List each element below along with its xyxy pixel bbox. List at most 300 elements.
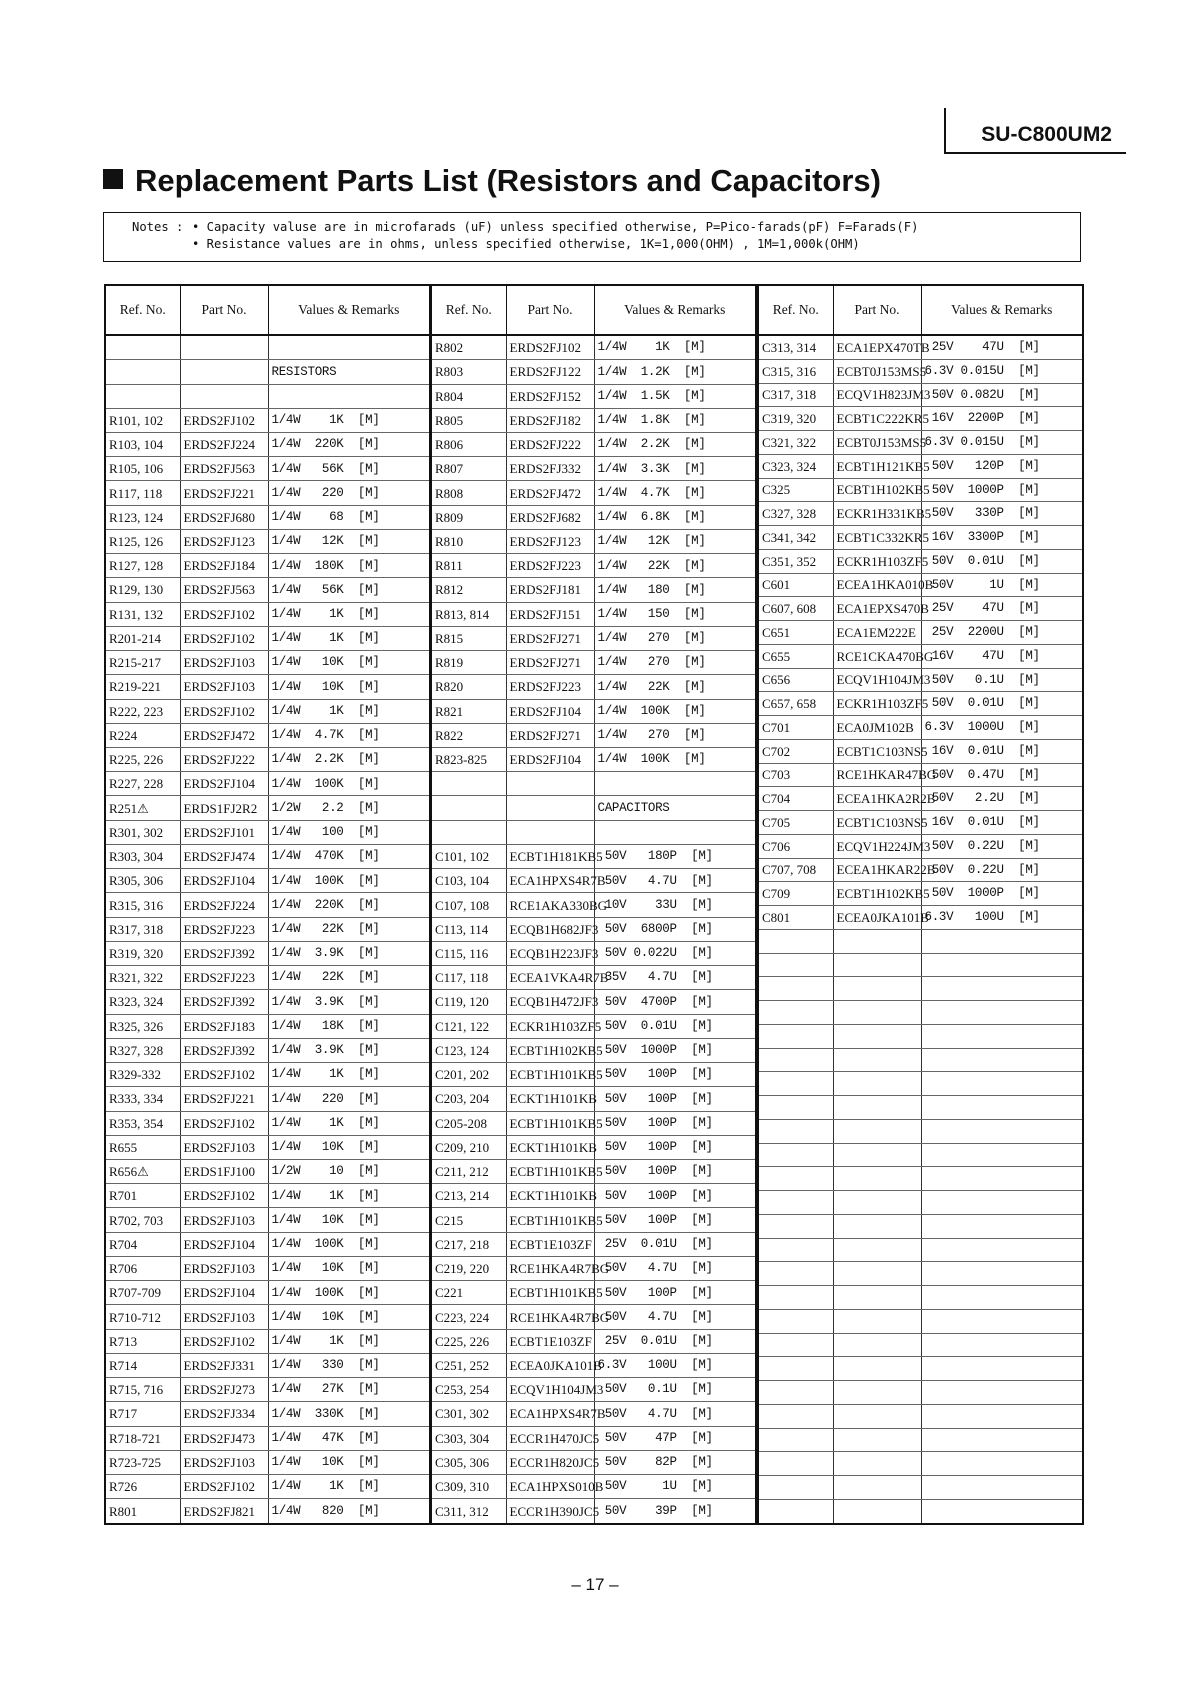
ref-no-cell: R821 <box>431 699 506 723</box>
values-remarks-cell: 50V 120P [M] <box>921 454 1083 478</box>
header-part-no: Part No. <box>180 285 268 335</box>
table-row <box>431 966 756 990</box>
page-title-text: Replacement Parts List (Resistors and Capacitors) <box>135 163 881 198</box>
table-row <box>758 431 1083 455</box>
part-no-cell: ERDS2FJ103 <box>180 1305 268 1329</box>
values-remarks-cell: 1/4W 100K [M] <box>594 748 756 772</box>
table-row <box>431 1184 756 1208</box>
values-remarks-cell: 1/4W 47K [M] <box>268 1426 430 1450</box>
table-row <box>758 644 1083 668</box>
part-no-cell: ERDS2FJ104 <box>180 1281 268 1305</box>
values-remarks-cell: 25V 47U [M] <box>921 597 1083 621</box>
values-remarks-cell: 50V 0.47U [M] <box>921 763 1083 787</box>
ref-no-cell: R131, 132 <box>105 602 180 626</box>
table-row <box>105 554 430 578</box>
table-row <box>105 796 430 820</box>
ref-no-cell: R714 <box>105 1353 180 1377</box>
part-no-cell: ERDS2FJ224 <box>180 432 268 456</box>
ref-no-cell: R726 <box>105 1475 180 1499</box>
ref-no-cell: C327, 328 <box>758 502 833 526</box>
ref-no-cell <box>758 1143 833 1167</box>
values-remarks-cell: 50V 100P [M] <box>594 1160 756 1184</box>
ref-no-cell: R806 <box>431 432 506 456</box>
values-remarks-cell: 50V 6800P [M] <box>594 917 756 941</box>
table-row <box>431 457 756 481</box>
part-no-cell: ERDS2FJ103 <box>180 1208 268 1232</box>
values-remarks-cell: 1/4W 1K [M] <box>268 602 430 626</box>
ref-no-cell: C656 <box>758 668 833 692</box>
values-remarks-cell: 1/4W 330 [M] <box>268 1353 430 1377</box>
ref-no-cell: R809 <box>431 505 506 529</box>
table-row <box>758 977 1083 1001</box>
part-no-cell <box>833 1262 921 1286</box>
values-remarks-cell: 1/4W 270 [M] <box>594 723 756 747</box>
table-row <box>431 360 756 384</box>
table-row <box>105 723 430 747</box>
values-remarks-cell: CAPACITORS <box>594 796 756 820</box>
values-remarks-cell: 50V 2.2U [M] <box>921 787 1083 811</box>
table-row <box>431 844 756 868</box>
values-remarks-cell <box>921 1191 1083 1215</box>
part-no-cell: ERDS2FJ392 <box>180 990 268 1014</box>
values-remarks-cell: 6.3V 1000U [M] <box>921 716 1083 740</box>
table-row <box>105 1402 430 1426</box>
part-no-cell: ECA1HPXS4R7B <box>506 869 594 893</box>
part-no-cell: ERDS2FJ271 <box>506 651 594 675</box>
part-no-cell <box>833 1333 921 1357</box>
values-remarks-cell <box>921 1404 1083 1428</box>
values-remarks-cell <box>921 1167 1083 1191</box>
ref-no-cell: C101, 102 <box>431 844 506 868</box>
values-remarks-cell: 1/4W 1K [M] <box>268 699 430 723</box>
part-no-cell: ECBT1H101KB5 <box>506 1208 594 1232</box>
ref-no-cell: C341, 342 <box>758 526 833 550</box>
values-remarks-cell: 1/4W 220 [M] <box>268 481 430 505</box>
part-no-cell: ECBT1H181KB5 <box>506 844 594 868</box>
ref-no-cell: R701 <box>105 1184 180 1208</box>
table-row <box>105 990 430 1014</box>
values-remarks-cell <box>921 1096 1083 1120</box>
table-row <box>105 966 430 990</box>
ref-no-cell: C657, 658 <box>758 692 833 716</box>
values-remarks-cell: 1/4W 100K [M] <box>594 699 756 723</box>
values-remarks-cell: 50V 4.7U [M] <box>594 1305 756 1329</box>
values-remarks-cell <box>921 1286 1083 1310</box>
values-remarks-cell <box>921 1262 1083 1286</box>
values-remarks-cell: 50V 0.022U [M] <box>594 941 756 965</box>
ref-no-cell: R353, 354 <box>105 1111 180 1135</box>
part-no-cell <box>833 929 921 953</box>
ref-no-cell: C121, 122 <box>431 1014 506 1038</box>
ref-no-cell: C213, 214 <box>431 1184 506 1208</box>
ref-no-cell: R704 <box>105 1232 180 1256</box>
ref-no-cell: R813, 814 <box>431 602 506 626</box>
part-no-cell <box>833 1286 921 1310</box>
part-no-cell: ECKT1H101KB <box>506 1184 594 1208</box>
ref-no-cell: R315, 316 <box>105 893 180 917</box>
ref-no-cell: R804 <box>431 384 506 408</box>
part-no-cell <box>833 977 921 1001</box>
table-row <box>431 505 756 529</box>
values-remarks-cell <box>594 772 756 796</box>
values-remarks-cell: 1/4W 10K [M] <box>268 1208 430 1232</box>
part-no-cell: ECKR1H331KB5 <box>833 502 921 526</box>
values-remarks-cell: 1/4W 1K [M] <box>268 626 430 650</box>
part-no-cell: ECA1HPXS4R7B <box>506 1402 594 1426</box>
ref-no-cell: R251⚠ <box>105 796 180 820</box>
part-no-cell: ERDS2FJ104 <box>506 699 594 723</box>
part-no-cell <box>833 1499 921 1524</box>
ref-no-cell <box>758 977 833 1001</box>
table-row <box>105 844 430 868</box>
table-row <box>431 651 756 675</box>
table-row <box>758 1309 1083 1333</box>
ref-no-cell: R717 <box>105 1402 180 1426</box>
table-row <box>758 1001 1083 1025</box>
values-remarks-cell <box>921 1238 1083 1262</box>
values-remarks-cell <box>268 384 430 408</box>
table-row <box>758 1286 1083 1310</box>
header-ref-no: Ref. No. <box>105 285 180 335</box>
table-row <box>431 578 756 602</box>
values-remarks-cell: 50V 100P [M] <box>594 1063 756 1087</box>
part-no-cell: ECKR1H103ZF5 <box>506 1014 594 1038</box>
values-remarks-cell: 50V 100P [M] <box>594 1281 756 1305</box>
values-remarks-cell <box>921 1143 1083 1167</box>
values-remarks-cell: 1/2W 10 [M] <box>268 1160 430 1184</box>
part-no-cell: ECBT1E103ZF <box>506 1232 594 1256</box>
table-row <box>758 621 1083 645</box>
part-no-cell: ECBT1H101KB5 <box>506 1281 594 1305</box>
values-remarks-cell: 50V 0.22U [M] <box>921 834 1083 858</box>
values-remarks-cell: 1/4W 10K [M] <box>268 1256 430 1280</box>
part-no-cell <box>833 1119 921 1143</box>
ref-no-cell <box>758 929 833 953</box>
values-remarks-cell: 1/4W 270 [M] <box>594 651 756 675</box>
values-remarks-cell: 1/4W 12K [M] <box>268 529 430 553</box>
part-no-cell: ECKR1H103ZF5 <box>833 692 921 716</box>
table-row <box>758 1428 1083 1452</box>
ref-no-cell: R317, 318 <box>105 917 180 941</box>
notes-line-capacity: • Capacity valuse are in microfarads (uF) unless specified otherwise, P=Pico-farads(pF) F=Farads(F) <box>192 220 919 234</box>
table-row <box>105 1281 430 1305</box>
model-header-box <box>944 108 1126 154</box>
ref-no-cell: C323, 324 <box>758 454 833 478</box>
part-no-cell: RCE1CKA470BG <box>833 644 921 668</box>
values-remarks-cell: 1/4W 100K [M] <box>268 1232 430 1256</box>
table-row <box>105 1450 430 1474</box>
part-no-cell: ERDS1FJ100 <box>180 1160 268 1184</box>
table-row <box>758 668 1083 692</box>
table-row <box>431 554 756 578</box>
values-remarks-cell: 25V 2200U [M] <box>921 621 1083 645</box>
part-no-cell: ERDS2FJ123 <box>180 529 268 553</box>
part-no-cell: ECKT1H101KB <box>506 1135 594 1159</box>
part-no-cell: ERDS2FJ102 <box>180 1111 268 1135</box>
table-row <box>431 529 756 553</box>
ref-no-cell: R305, 306 <box>105 869 180 893</box>
notes-line-resistance: • Resistance values are in ohms, unless specified otherwise, 1K=1,000(OHM) , 1M=1,000k(OHM) <box>192 237 860 251</box>
values-remarks-cell <box>594 820 756 844</box>
values-remarks-cell: 50V 0.01U [M] <box>921 692 1083 716</box>
table-row <box>105 1014 430 1038</box>
part-no-cell: ECQB1H223JF3 <box>506 941 594 965</box>
table-row <box>431 1208 756 1232</box>
part-no-cell: ECBT0J153MS5 <box>833 431 921 455</box>
table-row <box>431 432 756 456</box>
values-remarks-cell: 16V 0.01U [M] <box>921 739 1083 763</box>
table-row <box>758 787 1083 811</box>
table-row <box>105 1353 430 1377</box>
values-remarks-cell: 35V 4.7U [M] <box>594 966 756 990</box>
part-no-cell: ECBT1H101KB5 <box>506 1111 594 1135</box>
ref-no-cell: R319, 320 <box>105 941 180 965</box>
part-no-cell: ECQV1H224JM3 <box>833 834 921 858</box>
ref-no-cell: R655 <box>105 1135 180 1159</box>
values-remarks-cell: 25V 0.01U [M] <box>594 1232 756 1256</box>
table-row <box>431 820 756 844</box>
ref-no-cell <box>758 1238 833 1262</box>
table-row <box>105 1475 430 1499</box>
values-remarks-cell: 25V 47U [M] <box>921 335 1083 359</box>
ref-no-cell: R702, 703 <box>105 1208 180 1232</box>
table-row <box>758 882 1083 906</box>
page-number: – 17 – <box>571 1575 619 1594</box>
ref-no-cell: R803 <box>431 360 506 384</box>
values-remarks-cell: 50V 1U [M] <box>594 1475 756 1499</box>
part-no-cell: ERDS2FJ472 <box>180 723 268 747</box>
values-remarks-cell: 50V 4.7U [M] <box>594 1402 756 1426</box>
table-row <box>431 772 756 796</box>
part-no-cell: ECKR1H103ZF5 <box>833 549 921 573</box>
table-row <box>431 602 756 626</box>
values-remarks-cell <box>921 1309 1083 1333</box>
ref-no-cell <box>758 1096 833 1120</box>
values-remarks-cell: 1/4W 1.2K [M] <box>594 360 756 384</box>
parts-table-1 <box>104 284 431 1525</box>
part-no-cell: ERDS2FJ102 <box>180 1063 268 1087</box>
table-row <box>431 1014 756 1038</box>
table-row <box>431 748 756 772</box>
table-row <box>758 335 1083 359</box>
part-no-cell: ECBT1H101KB5 <box>506 1063 594 1087</box>
ref-no-cell: R808 <box>431 481 506 505</box>
part-no-cell: ERDS2FJ223 <box>180 966 268 990</box>
ref-no-cell: R105, 106 <box>105 457 180 481</box>
part-no-cell: RCE1HKA4R7BG <box>506 1256 594 1280</box>
ref-no-cell: R805 <box>431 408 506 432</box>
values-remarks-cell: 50V 1U [M] <box>921 573 1083 597</box>
table-row <box>431 1378 756 1402</box>
part-no-cell: ECBT1H102KB5 <box>833 478 921 502</box>
parts-table-3 <box>757 284 1084 1525</box>
part-no-cell <box>180 360 268 384</box>
ref-no-cell: C107, 108 <box>431 893 506 917</box>
table-row <box>105 602 430 626</box>
values-remarks-cell <box>921 977 1083 1001</box>
part-no-cell: ECA1EPX470TB <box>833 335 921 359</box>
part-no-cell: ERDS2FJ680 <box>180 505 268 529</box>
values-remarks-cell: 1/4W 10K [M] <box>268 675 430 699</box>
ref-no-cell: R819 <box>431 651 506 675</box>
part-no-cell <box>833 1428 921 1452</box>
values-remarks-cell <box>921 1333 1083 1357</box>
ref-no-cell: C119, 120 <box>431 990 506 1014</box>
values-remarks-cell: 1/4W 6.8K [M] <box>594 505 756 529</box>
values-remarks-cell: 50V 47P [M] <box>594 1426 756 1450</box>
ref-no-cell: R325, 326 <box>105 1014 180 1038</box>
values-remarks-cell: 50V 1000P [M] <box>594 1038 756 1062</box>
table-row <box>758 526 1083 550</box>
ref-no-cell: C351, 352 <box>758 549 833 573</box>
part-no-cell <box>833 1381 921 1405</box>
ref-no-cell: R125, 126 <box>105 529 180 553</box>
part-no-cell <box>833 1309 921 1333</box>
part-no-cell <box>833 1024 921 1048</box>
part-no-cell <box>833 1214 921 1238</box>
ref-no-cell <box>758 1381 833 1405</box>
header-values-remarks: Values & Remarks <box>921 285 1083 335</box>
ref-no-cell: C221 <box>431 1281 506 1305</box>
ref-no-cell: C209, 210 <box>431 1135 506 1159</box>
table-row <box>758 1167 1083 1191</box>
part-no-cell <box>833 1048 921 1072</box>
table-row <box>758 858 1083 882</box>
ref-no-cell <box>758 1309 833 1333</box>
part-no-cell: ERDS2FJ181 <box>506 578 594 602</box>
values-remarks-cell: 1/4W 820 [M] <box>268 1499 430 1524</box>
values-remarks-cell: 50V 4.7U [M] <box>594 869 756 893</box>
ref-no-cell: C702 <box>758 739 833 763</box>
part-no-cell: ERDS2FJ102 <box>180 626 268 650</box>
ref-no-cell <box>758 1404 833 1428</box>
table-row <box>758 1024 1083 1048</box>
ref-no-cell: R215-217 <box>105 651 180 675</box>
ref-no-cell: R823-825 <box>431 748 506 772</box>
values-remarks-cell: 1/4W 1K [M] <box>268 1063 430 1087</box>
values-remarks-cell: 1/4W 1K [M] <box>268 408 430 432</box>
part-no-cell: ERDS2FJ563 <box>180 457 268 481</box>
ref-no-cell: R810 <box>431 529 506 553</box>
values-remarks-cell: 1/4W 2.2K [M] <box>268 748 430 772</box>
table-row <box>105 1184 430 1208</box>
ref-no-cell: R707-709 <box>105 1281 180 1305</box>
ref-no-cell: R820 <box>431 675 506 699</box>
values-remarks-cell: 1/4W 1K [M] <box>268 1111 430 1135</box>
values-remarks-cell: 16V 47U [M] <box>921 644 1083 668</box>
table-row <box>758 359 1083 383</box>
values-remarks-cell: 1/4W 10K [M] <box>268 1305 430 1329</box>
values-remarks-cell <box>921 929 1083 953</box>
values-remarks-cell <box>921 1381 1083 1405</box>
values-remarks-cell <box>921 1119 1083 1143</box>
table-row <box>431 941 756 965</box>
part-no-cell: ECCR1H820JC5 <box>506 1450 594 1474</box>
part-no-cell: RCE1AKA330BG <box>506 893 594 917</box>
table-row <box>105 1038 430 1062</box>
part-no-cell: ERDS2FJ152 <box>506 384 594 408</box>
table-row <box>758 739 1083 763</box>
values-remarks-cell: 50V 100P [M] <box>594 1135 756 1159</box>
ref-no-cell <box>105 360 180 384</box>
ref-no-cell <box>758 1214 833 1238</box>
part-no-cell: ERDS2FJ221 <box>180 1087 268 1111</box>
values-remarks-cell: 50V 100P [M] <box>594 1184 756 1208</box>
values-remarks-cell: RESISTORS <box>268 360 430 384</box>
ref-no-cell: C655 <box>758 644 833 668</box>
table-row <box>105 675 430 699</box>
part-no-cell: ECEA1VKA4R7B <box>506 966 594 990</box>
table-row <box>431 1063 756 1087</box>
part-no-cell: ECBT1C103NS5 <box>833 811 921 835</box>
header-ref-no: Ref. No. <box>758 285 833 335</box>
table-row <box>758 597 1083 621</box>
part-no-cell: ERDS2FJ473 <box>180 1426 268 1450</box>
table-row <box>758 906 1083 930</box>
part-no-cell: ERDS2FJ472 <box>506 481 594 505</box>
table-row <box>431 990 756 1014</box>
values-remarks-cell: 1/4W 100K [M] <box>268 869 430 893</box>
table-row <box>431 699 756 723</box>
part-no-cell: ERDS2FJ222 <box>506 432 594 456</box>
values-remarks-cell: 25V 0.01U [M] <box>594 1329 756 1353</box>
table-row <box>431 1329 756 1353</box>
ref-no-cell: R329-332 <box>105 1063 180 1087</box>
table-row <box>105 1208 430 1232</box>
ref-no-cell: C305, 306 <box>431 1450 506 1474</box>
table-row <box>758 1143 1083 1167</box>
table-row <box>431 1450 756 1474</box>
values-remarks-cell: 1/4W 270 [M] <box>594 626 756 650</box>
table-row <box>431 893 756 917</box>
ref-no-cell: R129, 130 <box>105 578 180 602</box>
table-row <box>105 1499 430 1524</box>
ref-no-cell: R807 <box>431 457 506 481</box>
table-row <box>758 1214 1083 1238</box>
ref-no-cell: R227, 228 <box>105 772 180 796</box>
table-row <box>431 1232 756 1256</box>
values-remarks-cell: 1/4W 1K [M] <box>594 335 756 360</box>
ref-no-cell <box>758 1191 833 1215</box>
table-row <box>105 1160 430 1184</box>
ref-no-cell: C319, 320 <box>758 407 833 431</box>
part-no-cell <box>833 1143 921 1167</box>
part-no-cell: ERDS2FJ184 <box>180 554 268 578</box>
values-remarks-cell: 1/4W 22K [M] <box>594 554 756 578</box>
ref-no-cell <box>758 1119 833 1143</box>
part-no-cell: ERDS2FJ103 <box>180 651 268 675</box>
part-no-cell <box>506 820 594 844</box>
table-row <box>105 941 430 965</box>
values-remarks-cell: 50V 1000P [M] <box>921 478 1083 502</box>
ref-no-cell: C321, 322 <box>758 431 833 455</box>
table-row <box>758 953 1083 977</box>
values-remarks-cell <box>921 1452 1083 1476</box>
part-no-cell <box>180 335 268 360</box>
ref-no-cell: C705 <box>758 811 833 835</box>
ref-no-cell: R327, 328 <box>105 1038 180 1062</box>
ref-no-cell: C707, 708 <box>758 858 833 882</box>
table-row <box>105 505 430 529</box>
values-remarks-cell: 50V 0.01U [M] <box>921 549 1083 573</box>
ref-no-cell: C223, 224 <box>431 1305 506 1329</box>
table-row <box>431 1281 756 1305</box>
part-no-cell <box>833 1001 921 1025</box>
table-row <box>105 1378 430 1402</box>
table-row <box>105 384 430 408</box>
values-remarks-cell: 1/4W 4.7K [M] <box>594 481 756 505</box>
values-remarks-cell: 50V 100P [M] <box>594 1111 756 1135</box>
